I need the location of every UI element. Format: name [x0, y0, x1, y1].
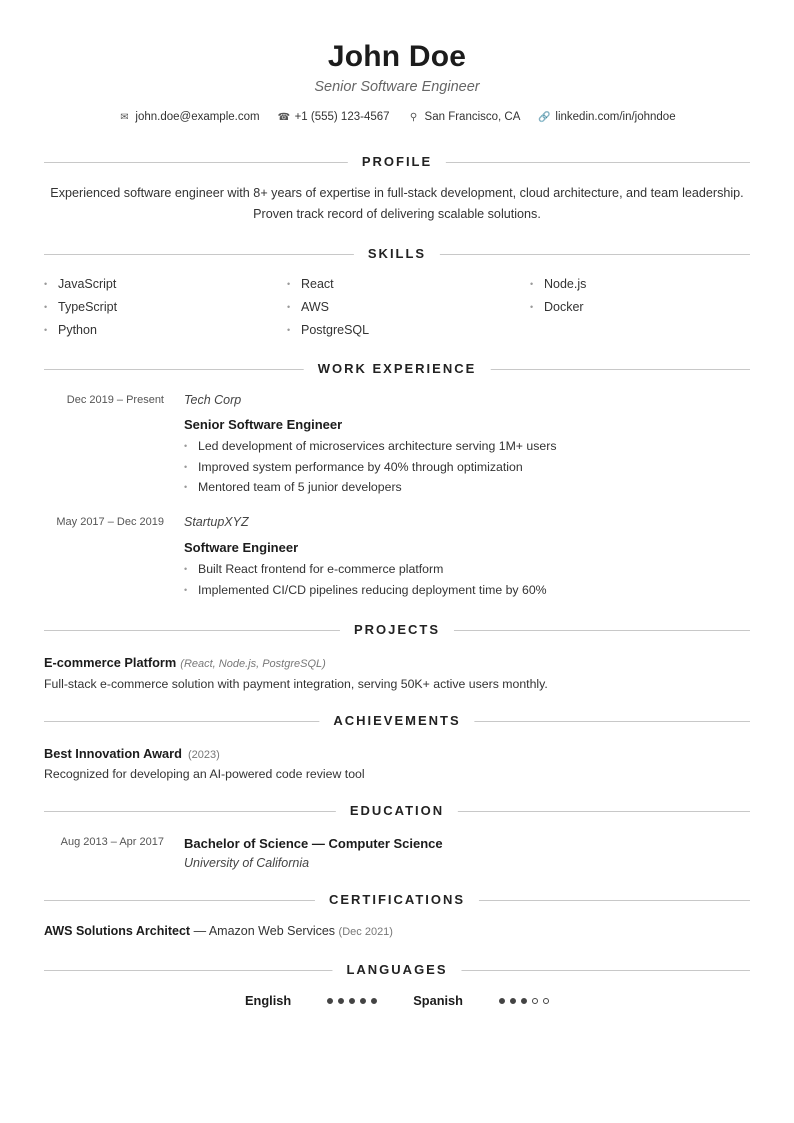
certification-item: [44, 924, 393, 938]
language-name: Spanish: [413, 993, 463, 1008]
project-description: Full-stack e-commerce solution with payment integration, serving 50K+ active users monthly.: [44, 677, 548, 691]
bullet-icon: •: [184, 441, 188, 452]
contact-phone[interactable]: [278, 111, 390, 123]
filled-dot-icon: [371, 998, 377, 1004]
bullet-icon: •: [530, 279, 534, 289]
section-skills-heading: [44, 246, 750, 262]
filled-dot-icon: [521, 998, 527, 1004]
list-item: [184, 559, 744, 580]
skill-label: JavaScript: [58, 277, 117, 291]
section-projects-heading: [44, 622, 750, 638]
skill-item: [287, 275, 530, 293]
achievement-name: Best Innovation Award: [44, 746, 182, 761]
achievement-description: Recognized for developing an AI-powered code review tool: [44, 767, 365, 781]
section-certifications-heading: [44, 892, 750, 908]
language-item: [245, 993, 377, 1008]
filled-dot-icon: [327, 998, 333, 1004]
profile-line: Experienced software engineer with 8+ years of expertise in full-stack development, cloud architecture, and team leadership.: [50, 186, 744, 200]
bullet-text: Built React frontend for e-commerce platform: [198, 562, 444, 577]
location-pin-icon: ⚲: [409, 111, 418, 123]
section-achievements-heading: [44, 713, 750, 729]
project-tech: (React, Node.js, PostgreSQL): [180, 658, 326, 670]
bullet-text: Led development of microservices architecture serving 1M+ users: [198, 439, 557, 454]
job-company: Tech Corp: [184, 393, 242, 407]
skill-label: React: [301, 277, 334, 291]
project-title: [44, 655, 326, 670]
bullet-icon: •: [184, 461, 188, 472]
phone-icon: ☎: [277, 111, 291, 123]
bullet-icon: •: [44, 279, 48, 289]
skill-item: [44, 298, 287, 316]
job-role: Software Engineer: [184, 540, 299, 555]
bullet-icon: •: [44, 325, 48, 335]
language-item: [413, 993, 549, 1008]
achievement-title: [44, 746, 220, 761]
empty-dot-icon: [543, 998, 549, 1004]
bullet-icon: •: [44, 302, 48, 312]
section-experience-heading: [44, 361, 750, 377]
certification-date: (Dec 2021): [338, 926, 393, 938]
bullet-text: Mentored team of 5 junior developers: [198, 480, 402, 495]
contact-linkedin-text: linkedin.com/in/johndoe: [555, 111, 676, 123]
profile-summary: [44, 183, 750, 225]
job-bullets: [184, 436, 744, 498]
contact-bar: [44, 111, 750, 123]
contact-email-text: john.doe@example.com: [135, 111, 260, 123]
section-label: CERTIFICATIONS: [315, 892, 479, 908]
bullet-icon: •: [287, 302, 291, 312]
contact-location-text: San Francisco, CA: [424, 111, 521, 123]
skill-item: [530, 275, 750, 293]
list-item: [184, 580, 744, 601]
bullet-icon: •: [530, 302, 534, 312]
language-name: English: [245, 993, 292, 1008]
section-profile-heading: [44, 154, 750, 170]
filled-dot-icon: [349, 998, 355, 1004]
job-bullets: [184, 559, 744, 600]
education-school: University of California: [184, 856, 310, 870]
skills-grid: [44, 275, 750, 339]
empty-dot-icon: [532, 998, 538, 1004]
skill-item: [287, 321, 530, 339]
education-date: Aug 2013 – Apr 2017: [60, 836, 164, 848]
job-role: Senior Software Engineer: [184, 417, 343, 432]
bullet-icon: •: [287, 325, 291, 335]
contact-email[interactable]: [118, 111, 259, 123]
candidate-name: John Doe: [327, 40, 467, 73]
envelope-icon: ✉: [120, 111, 129, 123]
link-icon: 🔗: [538, 111, 551, 123]
job-date: May 2017 – Dec 2019: [56, 516, 164, 528]
list-item: [184, 457, 744, 478]
section-label: PROJECTS: [340, 622, 454, 638]
job-company: StartupXYZ: [184, 515, 249, 529]
proficiency-dots: [499, 998, 549, 1004]
bullet-icon: •: [184, 584, 188, 595]
filled-dot-icon: [510, 998, 516, 1004]
list-item: [184, 436, 744, 457]
candidate-title: Senior Software Engineer: [314, 79, 480, 95]
skill-item: [530, 298, 750, 316]
proficiency-dots: [327, 998, 377, 1004]
skill-label: TypeScript: [58, 300, 118, 314]
section-label: ACHIEVEMENTS: [319, 713, 474, 729]
contact-location: [408, 111, 521, 123]
skill-item: [287, 298, 530, 316]
skill-label: Docker: [544, 300, 584, 314]
contact-phone-text: +1 (555) 123-4567: [294, 111, 390, 123]
bullet-text: Implemented CI/CD pipelines reducing deployment time by 60%: [198, 582, 547, 597]
section-label: EDUCATION: [336, 803, 458, 819]
section-label: WORK EXPERIENCE: [304, 361, 491, 377]
bullet-icon: •: [287, 279, 291, 289]
education-degree: Bachelor of Science — Computer Science: [184, 836, 443, 851]
bullet-text: Improved system performance by 40% through optimization: [198, 459, 523, 474]
skill-label: Node.js: [544, 277, 587, 291]
contact-linkedin[interactable]: [538, 111, 675, 123]
achievement-year: (2023): [187, 749, 220, 761]
bullet-icon: •: [184, 482, 188, 493]
languages-list: [44, 993, 750, 1008]
profile-line: Proven track record of delivering scalable solutions.: [253, 207, 541, 221]
skill-label: PostgreSQL: [301, 323, 370, 337]
certification-name: AWS Solutions Architect: [44, 924, 191, 938]
project-name: E-commerce Platform: [44, 655, 177, 670]
bullet-icon: •: [184, 564, 188, 575]
skill-item: [44, 275, 287, 293]
list-item: [184, 477, 744, 498]
certification-issuer: — Amazon Web Services: [193, 924, 336, 938]
section-languages-heading: [44, 962, 750, 978]
skill-item: [44, 321, 287, 339]
section-education-heading: [44, 803, 750, 819]
section-label: LANGUAGES: [332, 962, 461, 978]
job-date: Dec 2019 – Present: [66, 394, 164, 406]
section-label: PROFILE: [348, 154, 446, 170]
section-label: SKILLS: [354, 246, 440, 262]
filled-dot-icon: [499, 998, 505, 1004]
filled-dot-icon: [338, 998, 344, 1004]
skill-label: Python: [58, 323, 97, 337]
skill-label: AWS: [301, 300, 330, 314]
filled-dot-icon: [360, 998, 366, 1004]
